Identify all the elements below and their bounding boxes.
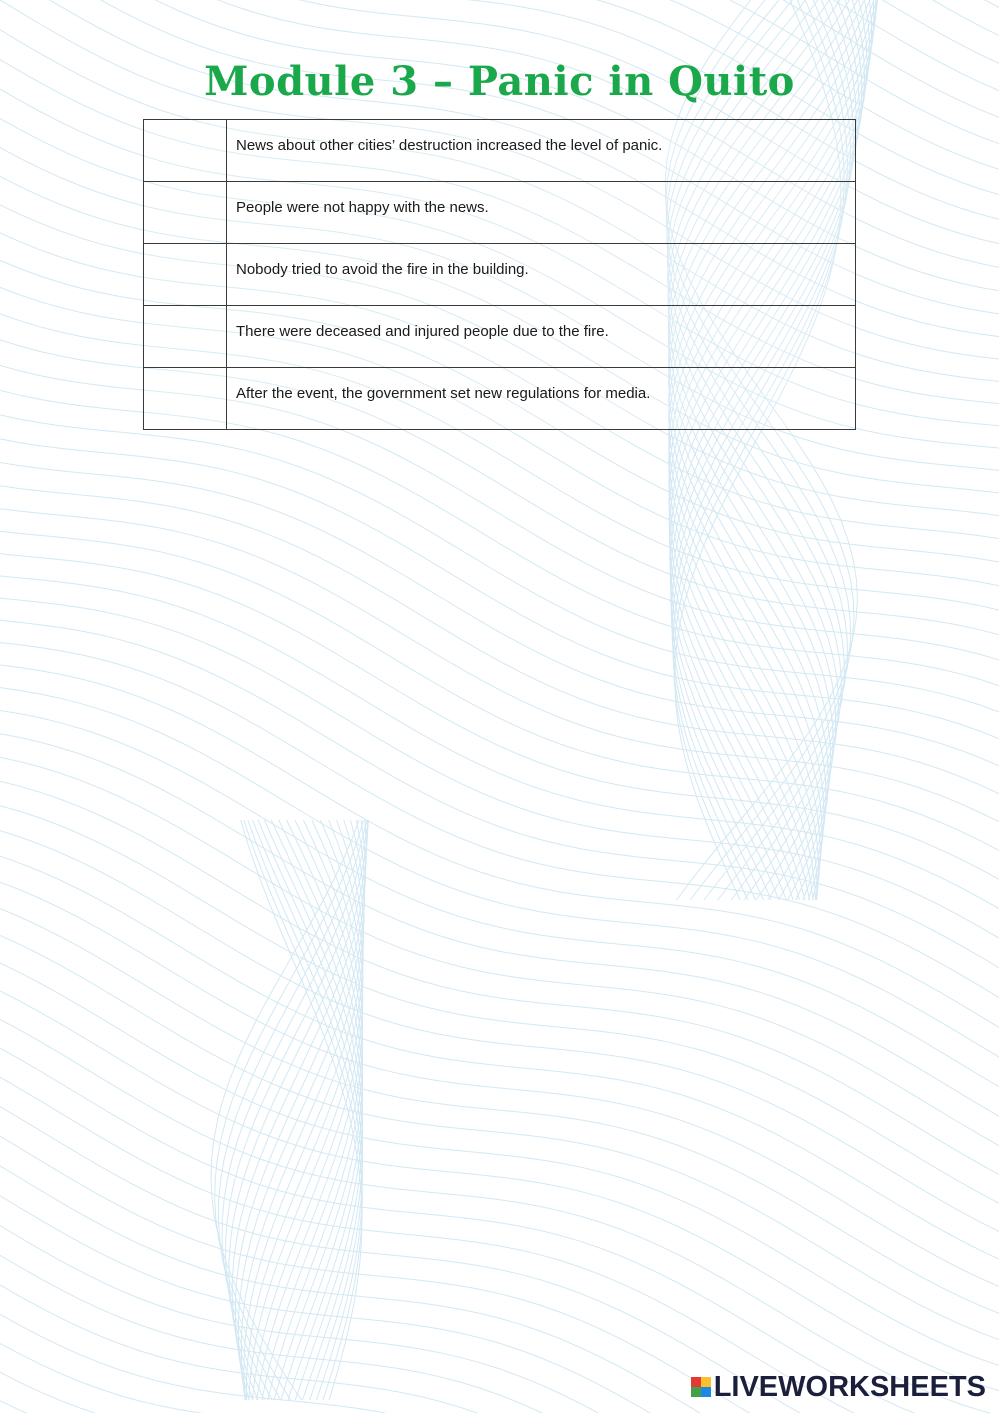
answer-cell[interactable] xyxy=(144,120,227,182)
table-row xyxy=(144,182,856,244)
answer-cell[interactable] xyxy=(144,368,227,430)
answer-cell[interactable] xyxy=(144,182,227,244)
table-row xyxy=(144,306,856,368)
table-row xyxy=(144,244,856,306)
table-row xyxy=(144,368,856,430)
liveworksheets-logo-icon xyxy=(691,1377,711,1397)
brand-name: LIVEWORKSHEETS xyxy=(713,1370,986,1403)
liveworksheets-logo xyxy=(691,1372,986,1402)
statement-text: People were not happy with the news. xyxy=(227,182,856,244)
statement-text: Nobody tried to avoid the fire in the building. xyxy=(227,244,856,306)
statements-table xyxy=(143,119,856,430)
page-title: Module 3 – Panic in Quito xyxy=(204,58,795,105)
statement-text: News about other cities’ destruction increased the level of panic. xyxy=(227,120,856,182)
answer-cell[interactable] xyxy=(144,306,227,368)
statement-text: After the event, the government set new regulations for media. xyxy=(227,368,856,430)
statement-text: There were deceased and injured people due to the fire. xyxy=(227,306,856,368)
answer-cell[interactable] xyxy=(144,244,227,306)
table-row xyxy=(144,120,856,182)
